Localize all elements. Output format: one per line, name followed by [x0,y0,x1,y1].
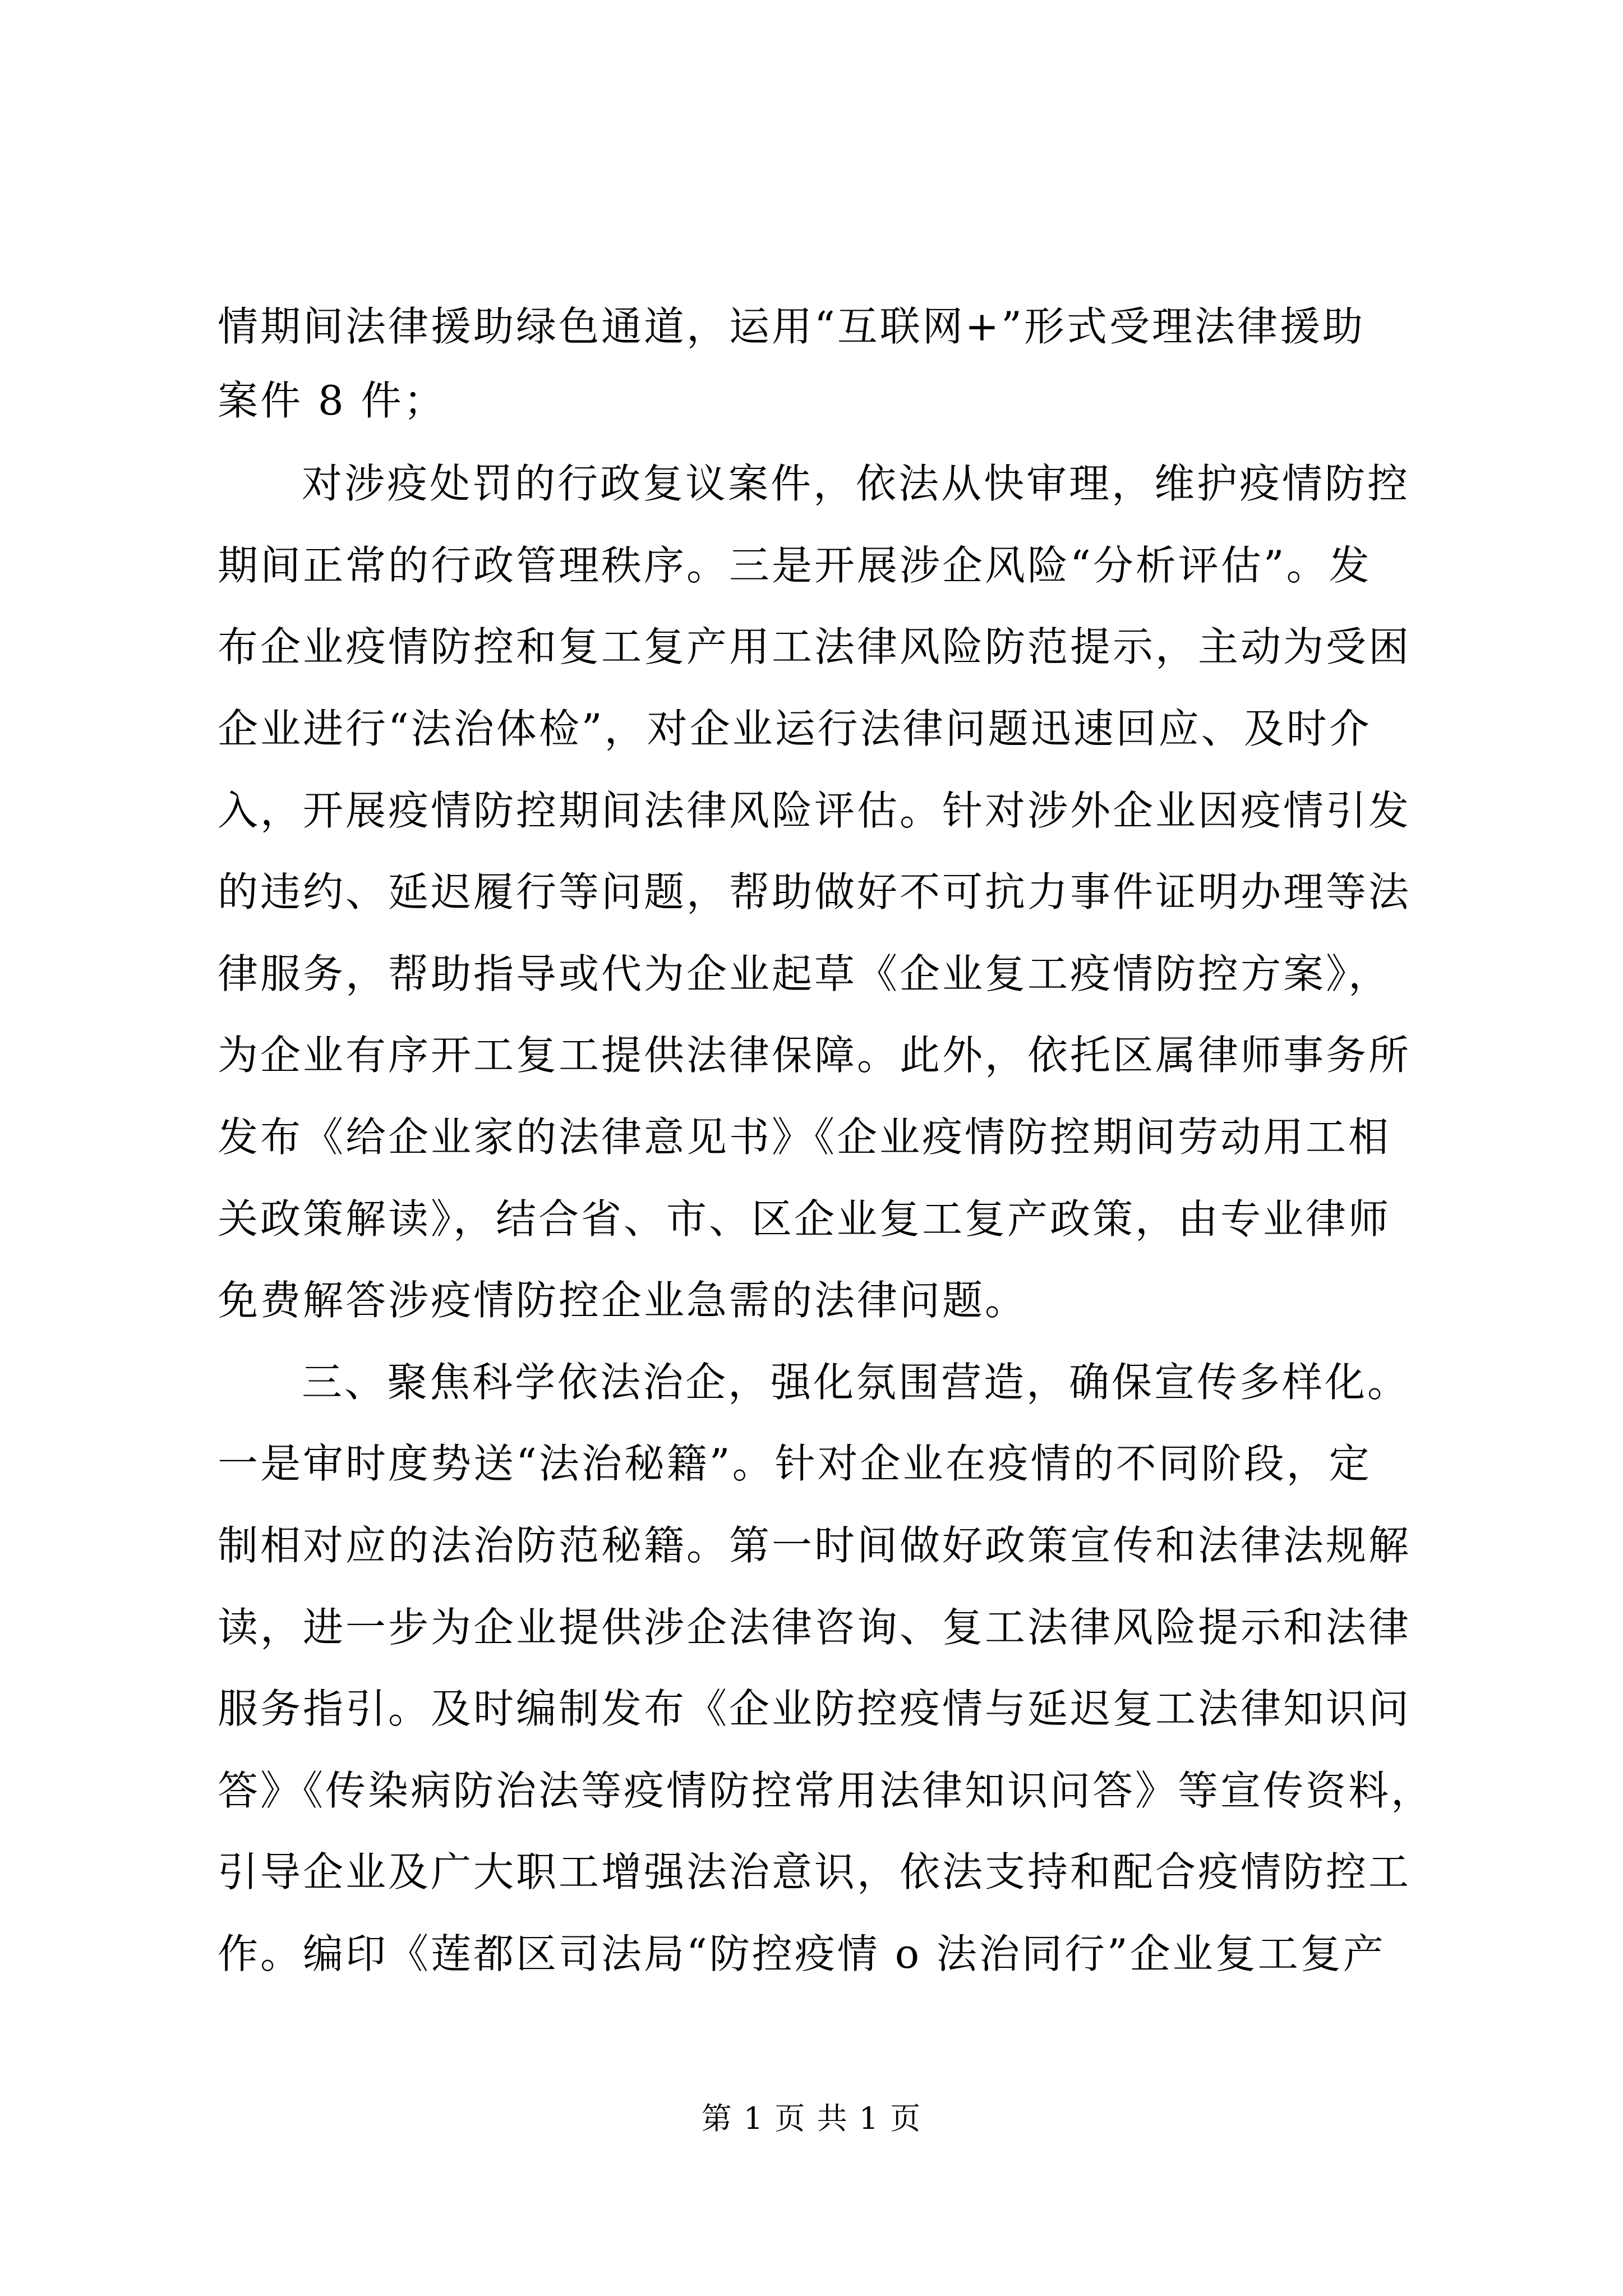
text-line: 引导企业及广大职工增强法治意识，依法支持和配合疫情防控工 [218,1848,1412,1895]
text-line: 一是审时度势送“法治秘籍”。针对企业在疫情的不同阶段，定 [218,1440,1372,1487]
text-line: 读，进一步为企业提供涉企法律咨询、复工法律风险提示和法律 [218,1604,1412,1651]
text-line: 答》《传染病防治法等疫情防控常用法律知识问答》等宣传资料， [218,1767,1434,1814]
text-line: 案件 8 件； [218,377,446,424]
text-line: 三、聚焦科学依法治企，强化氛围营造，确保宣传多样化。 [302,1359,1410,1406]
text-line: 制相对应的法治防范秘籍。第一时间做好政策宣传和法律法规解 [218,1522,1412,1569]
text-line: 入，开展疫情防控期间法律风险评估。针对涉外企业因疫情引发 [218,787,1412,834]
text-line: 为企业有序开工复工提供法律保障。此外，依托区属律师事务所 [218,1032,1412,1079]
text-line: 关政策解读》，结合省、市、区企业复工复产政策，由专业律师 [218,1195,1391,1243]
page-number-footer: 第 1 页 共 1 页 [701,2101,922,2136]
text-line: 期间正常的行政管理秩序。三是开展涉企风险“分析评估”。发 [218,542,1372,589]
text-line: 作。编印《莲都区司法局“防控疫情 o 法治同行”企业复工复产 [218,1930,1386,1977]
text-line: 的违约、延迟履行等问题，帮助做好不可抗力事件证明办理等法 [218,868,1412,915]
text-line: 对涉疫处罚的行政复议案件，依法从快审理，维护疫情防控 [302,460,1410,507]
text-line: 发布《给企业家的法律意见书》《企业疫情防控期间劳动用工相 [218,1114,1391,1161]
text-line: 布企业疫情防控和复工复产用工法律风险防范提示，主动为受困 [218,623,1412,670]
text-line: 企业进行“法治体检”，对企业运行法律问题迅速回应、及时介 [218,705,1372,752]
text-line: 免费解答涉疫情防控企业急需的法律问题。 [218,1277,1028,1324]
text-line: 情期间法律援助绿色通道，运用“互联网+”形式受理法律援助 [218,303,1365,350]
text-line: 服务指引。及时编制发布《企业防控疫情与延迟复工法律知识问 [218,1685,1412,1732]
text-line: 律服务，帮助指导或代为企业起草《企业复工疫情防控方案》， [218,950,1391,997]
